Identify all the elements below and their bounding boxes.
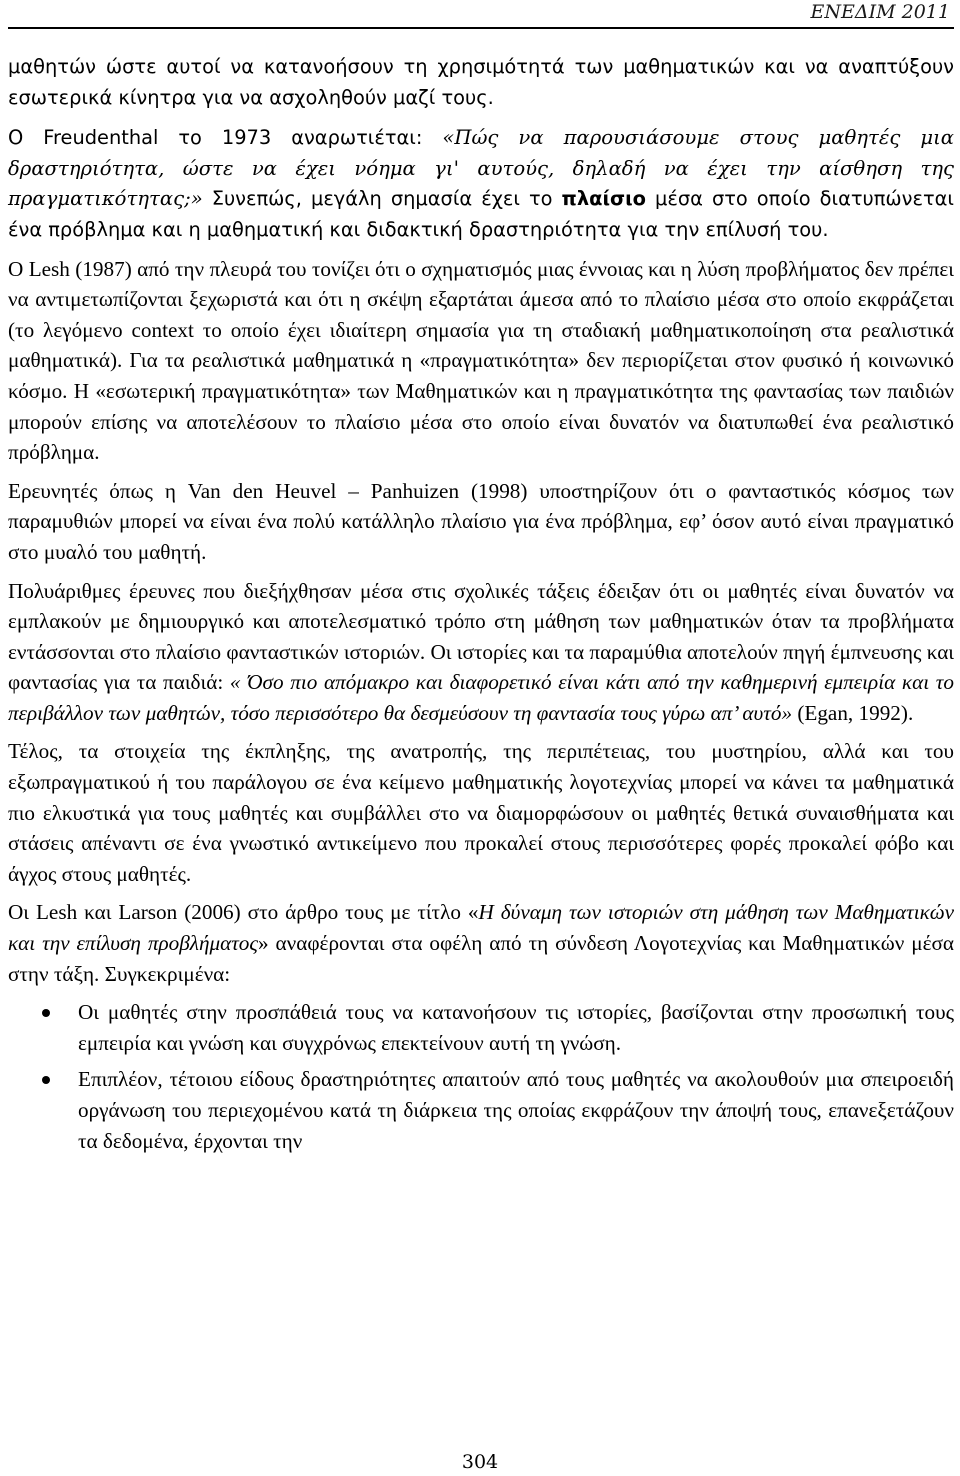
- article-title: Η δύναμη των ιστοριών στη μάθηση των Μαθηματικών και την επίλυση προβλήματος: [8, 900, 954, 956]
- paragraph-5-intro: Πολυάριθμες έρευνες που διεξήχθησαν μέσα στις σχολικές τάξεις έδειξαν ότι οι μαθητές είναι δυνατόν να εμπλακούν με δημιουργικό και αποτελεσματικό τρόπο στη μάθηση των μαθηματικών όταν τα προβλήματα εντάσσονται στο πλαίσιο φανταστικών ιστοριών. Οι ιστορίες και τα παραμύθια αποτελούν πηγή έμπνευσης και φαντασίας για τα παιδιά:: [8, 578, 954, 695]
- egan-citation: (Egan, 1992).: [792, 700, 914, 725]
- egan-quote: « Όσο πιο απόμακρο και διαφορετικό είναι κάτι από την καθημερινή εμπειρία και το περιβάλλον των μαθητών, τόσο περισσότερο θα δεσμεύσουν τη φαντασία τους γύρω απ’ αυτό»: [8, 670, 954, 725]
- page-number: 304: [461, 1451, 499, 1473]
- emphasis-context: πλαίσιο: [561, 187, 646, 211]
- paragraph-5: [8, 576, 954, 729]
- bullet-icon: [42, 1009, 50, 1017]
- paragraph-2-middle: Συνεπώς, μεγάλη σημασία έχει το: [202, 187, 562, 211]
- list-item-text: Οι μαθητές στην προσπάθειά τους να κατανοήσουν τις ιστορίες, βασίζονται στην προσωπική τους εμπειρία και γνώση και συγχρόνως επεκτείνουν αυτή τη γνώση.: [78, 1000, 954, 1055]
- paragraph-7-end: » αναφέρονται στα οφέλη από τη σύνδεση Λογοτεχνίας και Μαθηματικών μέσα στην τάξη. Συγκεκριμένα:: [8, 931, 954, 986]
- list-item: [8, 1064, 954, 1156]
- paragraph-1: μαθητών ώστε αυτοί να κατανοήσουν τη χρησιμότητά των μαθηματικών και να αναπτύξουν εσωτερικά κίνητρα για να ασχοληθούν μαζί τους.: [8, 55, 954, 109]
- benefits-list: [8, 997, 954, 1156]
- bullet-icon: [42, 1076, 50, 1084]
- paragraph-7-intro: Οι Lesh και Larson (2006) στο άρθρο τους με τίτλο «: [8, 900, 479, 925]
- paragraph-4: Ερευνητές όπως η Van den Heuvel – Panhuizen (1998) υποστηρίζουν ότι ο φανταστικός κόσμος των παραμυθιών μπορεί να είναι ένα πολύ κατάλληλο πλαίσιο για ένα πρόβλημα, εφ’ όσον αυτό είναι πραγματικό στο μυαλό του μαθητή.: [8, 478, 954, 564]
- body-text: [8, 52, 954, 1162]
- running-header: ΕΝΕΔΙΜ 2011: [810, 1, 950, 23]
- freudenthal-quote: «Πώς να παρουσιάσουμε στους μαθητές μια δραστηριότητα, ώστε να έχει νόημα γι' αυτούς, δηλαδή να έχει την αίσθηση της πραγματικότητας;»: [8, 126, 955, 211]
- list-item-text: Επιπλέον, τέτοιου είδους δραστηριότητες απαιτούν από τους μαθητές να ακολουθούν μια σπειροειδή οργάνωση του περιεχομένου κατά τη διάρκεια της οποίας εκφράζουν την άποψή τους, επανεξετάζουν τα δεδομένα, έρχονται την: [78, 1067, 954, 1153]
- list-item: [8, 997, 954, 1058]
- paragraph-2-end: μέσα στο οποίο διατυπώνεται ένα πρόβλημα και η μαθηματική και διδακτική δραστηριότητα για την επίλυσή του.: [8, 187, 954, 241]
- paragraph-2: [8, 123, 954, 245]
- paragraph-3: Ο Lesh (1987) από την πλευρά του τονίζει ότι ο σχηματισμός μιας έννοιας και η λύση προβλήματος δεν πρέπει να αντιμετωπίζονται ξεχωριστά και ότι η σκέψη εξαρτάται άμεσα από το πλαίσιο μέσα στο οποίο εκφράζεται (το λεγόμενο context το οποίο έχει ιδιαίτερη σημασία για τη σταδιακή μαθηματικοποίηση στα ρεαλιστικά μαθηματικά). Για τα ρεαλιστικά μαθηματικά η «πραγματικότητα» δεν περιορίζεται στον φυσικό ή κοινωνικό κόσμο. Η «εσωτερική πραγματικότητα» των Μαθηματικών και η πραγματικότητα της φαντασίας των παιδιών μπορούν επίσης να αποτελέσουν το πλαίσιο μέσα στο οποίο είναι δυνατόν να διατυπωθεί ένα ρεαλιστικό πρόβλημα.: [8, 256, 954, 465]
- paragraph-2-intro: Ο Freudenthal το 1973 αναρωτιέται:: [8, 126, 443, 150]
- header-rule: [8, 27, 954, 29]
- paragraph-6: Τέλος, τα στοιχεία της έκπληξης, της ανατροπής, της περιπέτειας, του μυστηρίου, αλλά και του εξωπραγματικού ή του παράλογου σε ένα κείμενο μαθηματικής λογοτεχνίας μπορεί να κάνει τα μαθηματικά πιο ελκυστικά για τους μαθητές και συμβάλλει στο να διαμορφώσουν οι μαθητές θετικά συναισθήματα και στάσεις απέναντι σε ένα γνωστικό αντικείμενο που προκαλεί στους περισσότερες φορές προκαλεί φόβο και άγχος στους μαθητές.: [8, 739, 954, 886]
- paragraph-7: [8, 897, 954, 989]
